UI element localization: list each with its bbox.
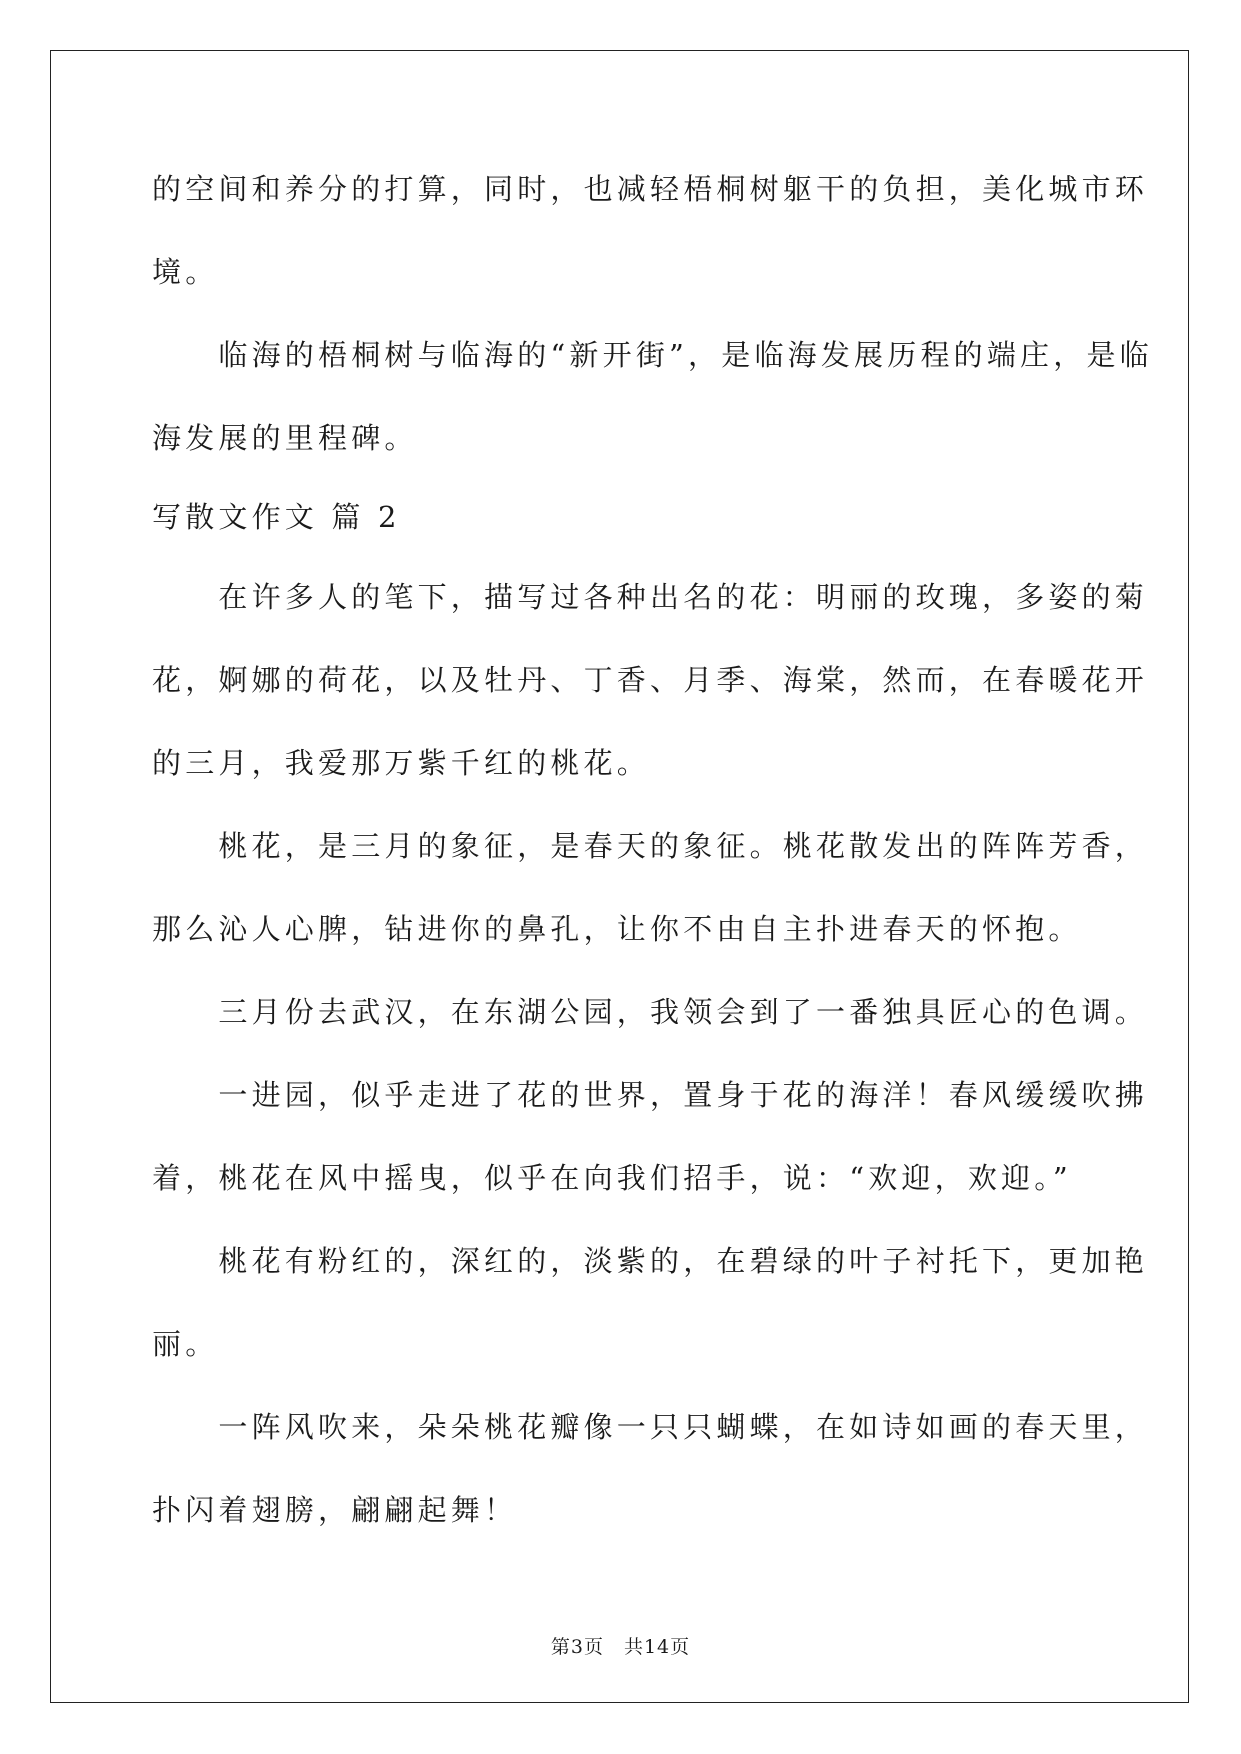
text-line: 在许多人的笔下，描写过各种出名的花：明丽的玫瑰，多姿的菊 [152, 580, 1149, 614]
section-heading: 写散文作文 篇 2 [152, 500, 401, 534]
text-line: 扑闪着翅膀，翩翩起舞！ [152, 1493, 518, 1527]
text-line: 临海的梧桐树与临海的“新开街”，是临海发展历程的端庄，是临 [152, 338, 1153, 372]
text-line: 的空间和养分的打算，同时，也减轻梧桐树躯干的负担，美化城市环 [152, 172, 1149, 206]
text-line: 境。 [152, 255, 219, 289]
text-line: 那么沁人心脾，钻进你的鼻孔，让你不由自主扑进春天的怀抱。 [152, 912, 1082, 946]
text-line: 一阵风吹来，朵朵桃花瓣像一只只蝴蝶，在如诗如画的春天里， [152, 1410, 1149, 1444]
text-line: 丽。 [152, 1327, 219, 1361]
page-number-footer: 第3页 共14页 [550, 1636, 691, 1658]
text-line: 桃花有粉红的，深红的，淡紫的，在碧绿的叶子衬托下，更加艳 [152, 1244, 1149, 1278]
text-line: 海发展的里程碑。 [152, 421, 418, 455]
text-line: 一进园，似乎走进了花的世界，置身于花的海洋！春风缓缓吹拂 [152, 1078, 1149, 1112]
text-line: 三月份去武汉，在东湖公园，我领会到了一番独具匠心的色调。 [152, 995, 1149, 1029]
text-line: 花，婀娜的荷花，以及牡丹、丁香、月季、海棠，然而，在春暖花开 [152, 663, 1149, 697]
text-line: 着，桃花在风中摇曳，似乎在向我们招手，说：“欢迎，欢迎。” [152, 1161, 1072, 1195]
page-border [50, 50, 1189, 1703]
text-line: 的三月，我爱那万紫千红的桃花。 [152, 746, 651, 780]
text-line: 桃花，是三月的象征，是春天的象征。桃花散发出的阵阵芳香， [152, 829, 1149, 863]
